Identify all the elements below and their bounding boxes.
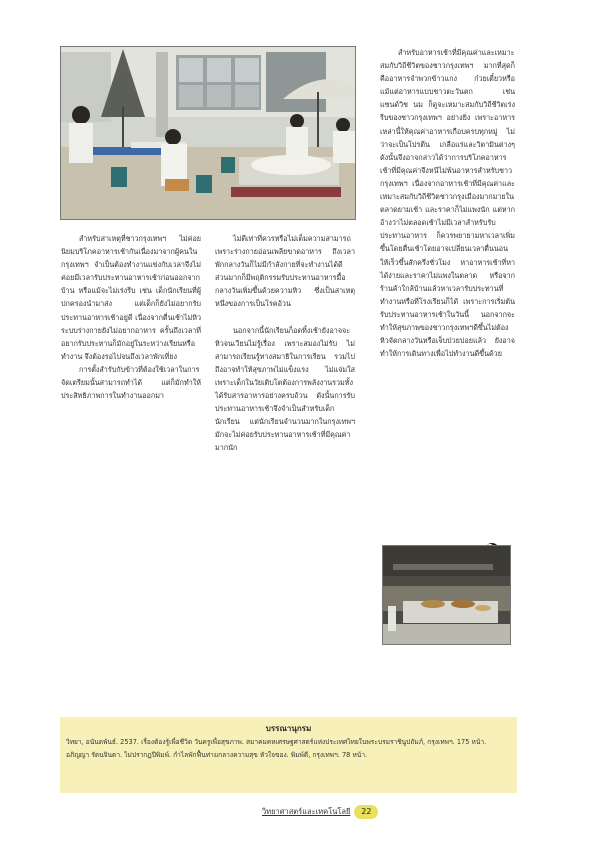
text-column-2 [215, 232, 355, 455]
journal-title: วิทยาศาสตร์และเทคโนโลยี [262, 807, 351, 816]
paragraph: สำหรับอาหารเช้าที่มีคุณค่าและเหมาะสมกับวิถีชีวิตของชาวกรุงเทพฯ มากที่สุดก็คืออาหารจำพวกข้าวแกง ก๋วยเตี๋ยวหรือแม้แต่อาหารแบบชาวตะวันตก เช่น แซนด์วิช นม ก็ดูจะเหมาะสมกับวิถีชีวิตเร่งรีบของชาวกรุงเทพฯ อย่างยิ่ง เพราะอาหารเหล่านี้ให้คุณค่าอาหารเกือบครบทุกหมู่ ไม่ว่าจะเป็นโปรตีน เกลือแร่และวิตามินต่างๆ ดังนั้นจึงอาจกล่าวได้ว่าการบริโภคอาหารเช้าที่มีคุณค่าจึงหนีไม่พ้นอาหารสำหรับชาวกรุงเทพฯ เนื่องจากอาหารเช้าที่มีคุณค่าและเหมาะสมกับวิถีชีวิตชาวกรุงเมืองมากมายในตลาดยามเช้า และราคาก็ไม่แพงนัก แต่หากอ้างว่าไม่ตลอดเช้าไม่มีเวลาสำหรับรับประทานอาหาร ก็ควรพยายามหาเวลาเพิ่มขึ้นโดยตื่นเช้าโดยอาจเปลี่ยนเวลาตื่นนอนให้เร็วขึ้นสักครึ่งชั่วโมง หาอาหารเช้าที่หาได้ง่ายและราคาไม่แพงในตลาด หรือจากร้านค้าใกล้บ้านแล้วหาเวลารับประทานที่ทำงานหรือที่โรงเรียนก็ได้ เพราะการเริ่มต้นรับประทานอาหารเช้าในวันนี้ นอกจากจะทำให้สุขภาพของชาวกรุงเทพฯดีขึ้นไม่ต้องหิวจัดกลางวันหรือเจ็บป่วยบ่อยแล้ว ยังอาจทำให้การเดินทางเพื่อไปทำงานดีขึ้นด้วย [380, 48, 515, 359]
bibliography-item: วิทยา, อนันตพันธ์. 2537. เรื่องต้องรู้เพื่อชีวิต วันครูเพื่อสุขภาพ. สมาคมคหเศรษฐศาสตร์แห่งประเทศไทยในพระบรมราชินูปถัมภ์, กรุงเทพฯ. 175 หน้า. [66, 738, 487, 746]
bibliography-box [60, 717, 517, 793]
bibliography-item: อภิญญา รัตนจินดา. ไม่ปรากฏปีพิมพ์. กำไลพักฟื้นท่ามกลางความสุข หัวใจของ. พิมพ์ดี, กรุงเทพฯ. 78 หน้า. [66, 750, 368, 759]
paragraph: การตั้งสำรับกับข้าวที่ต้องใช้เวลาในการจัดเตรียมนั้นสามารถทำได้ แต่ก็มักทำให้ประสิทธิภาพการในทำงานออกมา [61, 364, 201, 401]
page-footer [262, 804, 378, 820]
paragraph: ไม่ดีเท่าที่ควรหรือไม่เต็มความสามารถ เพราะร่างกายอ่อนเพลียขาดอาหาร ถึงเวลาพักกลางวันก็ไม่มีกำลังกายที่จะทำงานได้ดี ส่วนมากก็มีพฤติกรรมรับประทานอาหารมื้อกลางวันเพิ่มขึ้นด้วยความหิว ซึ่งเป็นสาเหตุหนึ่งของการเป็นโรคอ้วน [215, 234, 355, 309]
photo-food-stall [382, 545, 511, 645]
photo-food-stall-illustration [383, 546, 510, 644]
photo-dining-illustration [61, 47, 355, 219]
paragraph: นอกจากนี้นักเรียนก็อดทิ้งเช้ายังอาจจะหิวจนเวียนไม่รู้เรื่อง เพราะสมองไม่รับ ไม่สามารถเรียนรู้ทางสมาธิในการเรียน รวมไปถึงอาจทำให้สุขภาพไม่แข็งแรง ไม่แจ่มใสเพราะเด็กในวัยเติบโตต้องการพลังงานรวมทั้งได้รับสารอาหารอย่างครบถ้วน ดังนั้นการรับประทานอาหารเช้าจึงจำเป็นสำหรับเด็กนักเรียน แต่นักเรียนจำนวนมากในกรุงเทพฯ มักจะไม่ค่อยรับประทานอาหารเช้าที่มีคุณค่ามากนัก [215, 325, 355, 453]
paragraph: สำหรับสาเหตุที่ชาวกรุงเทพฯ ไม่ค่อยนิยมบริโภคอาหารเช้ากันเนื่องมาจากผู้คนในกรุงเทพฯ จำเป็นต้องทำงานแข่งกับเวลาจึงไม่ค่อยมีเวลารับประทานอาหารเช้าก่อนออกจากบ้าน หรือแม้จะไม่เร่งรีบ เช่น เด็กนักเรียนที่ผู้ปกครองนำมาส่ง แต่เด็กก็ยังไม่อยากรับประทานอาหารเช้าอยู่ดี เนื่องจากตื่นเช้าไม่หิว ระบบร่างกายยังไม่อยากอาหาร ครั้นถึงเวลาที่อยากรับประทานก็มักอยู่ในระหว่างเรียนหรือทำงาน จึงต้องรอไปจนถึงเวลาพักเที่ยง [61, 234, 201, 361]
bibliography-title: บรรณานุกรม [265, 724, 312, 733]
text-column-1 [61, 232, 201, 402]
photo-dining [60, 46, 356, 220]
bibliography-list [66, 736, 511, 761]
page-number-badge: 22 [354, 805, 378, 819]
text-column-3 [380, 46, 515, 360]
